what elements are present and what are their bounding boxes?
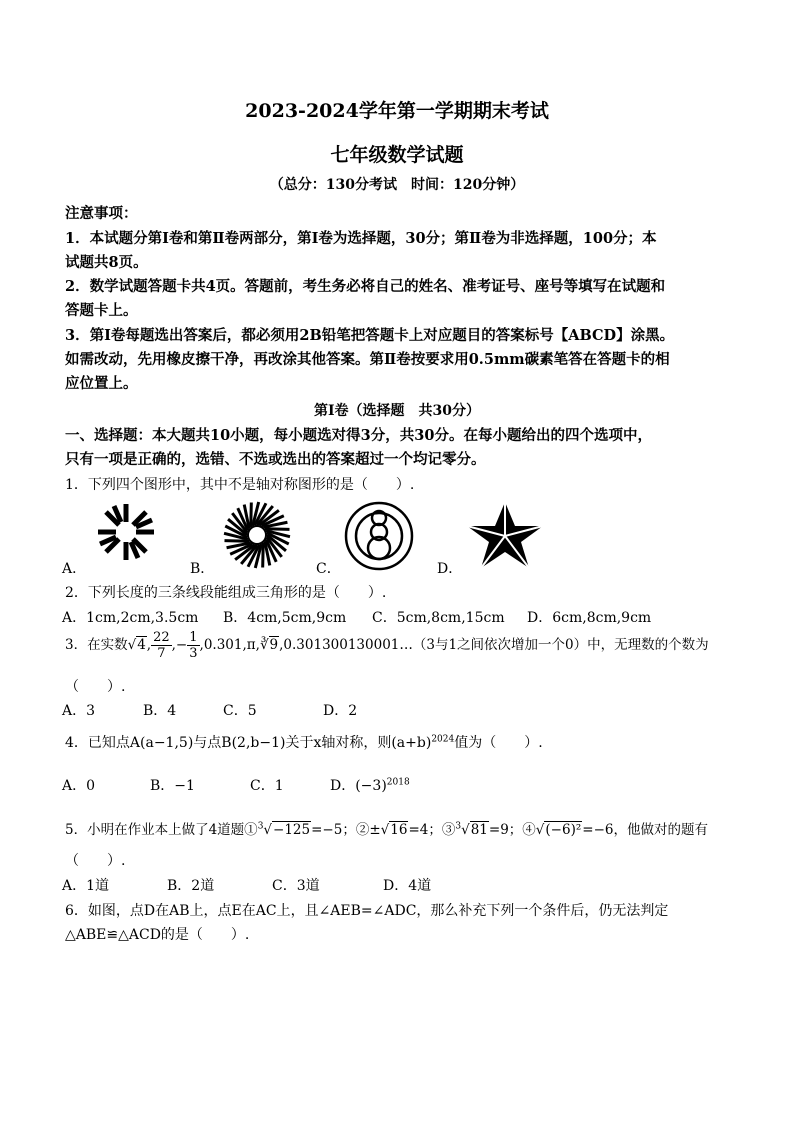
q3-fraction-1-3	[187, 630, 199, 661]
q4-option-d-base: D．(−3)	[330, 778, 387, 794]
q2-option-a: A．1cm,2cm,3.5cm	[62, 610, 199, 626]
exam-subtitle: 七年级数学试题	[330, 144, 464, 166]
q6-stem-b: △ABE≌△ACD的是（ ）.	[65, 927, 250, 943]
figure-b-spiral	[222, 500, 292, 570]
q1-stem: 1．下列四个图形中，其中不是轴对称图形的是（ ）.	[65, 477, 415, 493]
spiral-ray	[263, 543, 264, 568]
q4-option-d	[330, 775, 410, 795]
q1-label-a: A．	[62, 561, 87, 577]
note-1a: 1．本试题分第Ⅰ卷和第Ⅱ卷两部分，第Ⅰ卷为选择题，30分；第Ⅱ卷为非选择题，100分；本	[65, 230, 657, 247]
q3-option-a: A．3	[62, 703, 96, 719]
spiral-ray	[265, 529, 290, 530]
section-title: 第Ⅰ卷（选择题 共30分）	[313, 403, 481, 419]
q3-cbrt9: 9	[269, 637, 279, 653]
q5-option-d: D．4道	[383, 878, 432, 894]
q5-c: =−5；②±	[311, 822, 381, 838]
q1-label-d: D．	[437, 561, 463, 577]
q5-f: 81	[470, 822, 488, 838]
q5-option-c: C．3道	[272, 878, 320, 894]
figure-a-asterisk	[94, 500, 158, 564]
spiral-ray	[251, 502, 252, 527]
q5-stem: 5．小明在作业本上做了4道题①$^3$√−125=−5；②±√16=4；③$^3$√81=9；④√(−6)²=−6，他做对的题有	[65, 821, 708, 838]
q4-option-d-exp: 2018	[386, 777, 410, 788]
q3-tail: （ ）.	[65, 679, 126, 695]
q4-text: 4．已知点A(a−1,5)与点B(2,b−1)关于x轴对称，则(a+b)	[65, 735, 432, 751]
q4-option-b: B．−1	[150, 778, 195, 794]
q2-stem: 2．下列长度的三条线段能组成三角形的是（ ）.	[65, 585, 387, 601]
q5-h: (−6)²	[545, 822, 582, 838]
q3-stem: 3．在实数√4, $\frac{22}{7}$ ,− $\frac{1}{3}$ ,0.301,π,∛9,0.301300130001…（3与1之间依次增加一个0）中，无理数的个数为	[65, 630, 709, 661]
notes-heading: 注意事项：	[65, 205, 138, 222]
q3-prefix: 3．在实数	[65, 637, 128, 653]
q2-option-b: B．4cm,5cm,9cm	[223, 610, 347, 626]
note-3c: 应位置上。	[65, 375, 138, 392]
section-intro-a: 一、选择题：本大题共10小题，每小题选对得3分，共30分。在每小题给出的四个选项中，	[65, 427, 652, 444]
q4-option-a: A．0	[62, 778, 96, 794]
q3-option-d: D．2	[323, 703, 358, 719]
q5-option-a: A．1道	[62, 878, 110, 894]
q4-exponent: 2024	[431, 734, 455, 745]
section-intro-b: 只有一项是正确的，选错、不选或选出的答案超过一个均记零分。	[65, 451, 486, 468]
q3-frac1-den: 7	[157, 646, 166, 661]
note-2a: 2．数学试题答题卡共4页。答题前，考生务必将自己的姓名、准考证号、座号等填写在试题和	[65, 278, 666, 295]
q3-option-b: B．4	[143, 703, 177, 719]
q5-g: =9；④	[488, 822, 536, 838]
q3-suffix: ,0.301300130001…（3与1之间依次增加一个0）中，无理数的个数为	[279, 637, 709, 653]
figure-c-circles	[343, 498, 415, 574]
note-2b: 答题卡上。	[65, 302, 138, 319]
q1-label-c: C．	[316, 561, 341, 577]
q3-middle: ,0.301,π,	[199, 637, 260, 653]
note-3a: 3．第Ⅰ卷每题选出答案后，都必须用2B铅笔把答题卡上对应题目的答案标号【ABCD】涂黑。	[65, 327, 675, 344]
note-3b: 如需改动，先用橡皮擦干净，再改涂其他答案。第Ⅱ卷按要求用0.5mm碳素笔答在答题卡的相	[65, 351, 670, 368]
q4-stem	[65, 732, 543, 752]
note-1b: 试题共8页。	[65, 254, 148, 271]
q3-sqrt4: 4	[137, 637, 146, 653]
q3-frac1-num: 22	[153, 630, 170, 645]
q5-d: 16	[390, 822, 408, 838]
exam-meta: （总分：130分考试 时间：120分钟）	[269, 177, 525, 193]
q5-option-b: B．2道	[167, 878, 215, 894]
q4-text2: 值为（ ）.	[454, 735, 543, 751]
q3-fraction-22-7	[151, 630, 172, 661]
q5-b: −125	[273, 822, 311, 838]
q2-option-c: C．5cm,8cm,15cm	[372, 610, 505, 626]
q5-tail: （ ）.	[65, 853, 126, 869]
q3-frac2-num: 1	[189, 630, 198, 645]
q5-i: =−6，他做对的题有	[582, 822, 708, 838]
exam-title: 2023-2024学年第一学期期末考试	[245, 100, 549, 122]
q5-e: =4；③	[408, 822, 456, 838]
q5-a: 5．小明在作业本上做了4道题①	[65, 822, 258, 838]
q3-frac2-den: 3	[189, 646, 198, 661]
spiral-ray	[224, 541, 249, 542]
q6-stem-a: 6．如图，点D在AB上，点E在AC上，且∠AEB=∠ADC，那么补充下列一个条件后，仍无法判定	[65, 903, 669, 919]
q2-option-d: D．6cm,8cm,9cm	[527, 610, 652, 626]
q1-label-b: B．	[190, 561, 215, 577]
figure-d-star	[465, 500, 545, 570]
q3-option-c: C．5	[223, 703, 257, 719]
q4-option-c: C．1	[250, 778, 284, 794]
